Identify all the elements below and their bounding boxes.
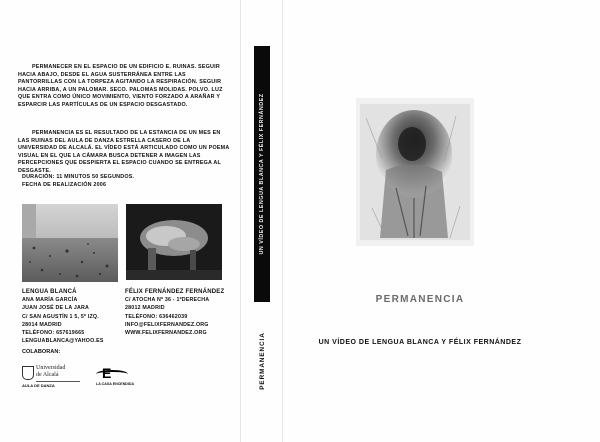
- contact-line: TELÉFONO: 636462039: [125, 313, 188, 320]
- la-casa-encendida-logo: [96, 365, 135, 390]
- shield-icon: [22, 366, 34, 380]
- contact-line: INFO@FELIXFERNANDEZ.ORG: [125, 321, 209, 328]
- still-photo-floor: [22, 204, 118, 282]
- fold-line-left: [240, 0, 241, 442]
- logo-subtitle: AULA DE DANZA: [22, 383, 55, 388]
- logo-subtitle: LA CASA ENCENDIDA: [96, 382, 135, 386]
- project-paragraph: PERMANENCIA ES EL RESULTADO DE LA ESTANCIA DE UN MES EN LAS RUINAS DEL AULA DE DANZA ESTRELLA CASERO DE LA UNIVERSIDAD DE ALCALÁ. EL VÍDEO ESTÁ ARTICULADO COMO UN POEMA VISUAL EN EL QUE LA CÁMARA BUSCA DETENER A IMAGEN LAS PERCEPCIONES QUE DESPIERTA EL ESPACIO CUANDO SE ENTREGA AL DESGASTE.: [18, 130, 230, 174]
- contact-name: FÉLIX FERNÁNDEZ FERNÁNDEZ: [125, 289, 225, 295]
- logo-rule: [36, 381, 80, 382]
- fold-line-right: [282, 0, 283, 442]
- production-date-text: FECHA DE REALIZACIÓN 2006: [22, 182, 107, 188]
- cover-subtitle: UN VÍDEO DE LENGUA BLANCA Y FÉLIX FERNÁNDEZ: [318, 339, 522, 346]
- spine-title: PERMANENCIA: [259, 332, 266, 390]
- still-photo-water: [126, 204, 222, 280]
- contact-line: JUAN JOSÉ DE LA JARA: [22, 305, 90, 312]
- contact-line: 28014 MADRID: [22, 321, 62, 328]
- cover-title: PERMANENCIA: [375, 294, 465, 305]
- spine: [254, 46, 270, 420]
- contact-line: TELÉFONO: 657619665: [22, 330, 85, 337]
- duration-text: DURACIÓN: 11 MINUTOS 50 SEGUNDOS.: [22, 174, 135, 180]
- synopsis-paragraph: PERMANECER EN EL ESPACIO DE UN EDIFICIO E. RUINAS. SEGUIR HACIA ABAJO, DESDE EL AGUA SUSTERRÁNEA ENTRE LAS PANTORRILLAS CON LA TORPEZA AGITANDO LA RESPIRACIÓN. SEGUIR HACIA ARRIBA, A UN PALOMAR. SECO. PALOMAS MOLIDAS. POLVO. LUZ QUE ENTRA COMO ÚNICO MOVIMIENTO, VIENTO FORZADO A ARAÑAR Y ESPARCIR LAS PARTÍCULAS DE UN ESPACIO DESGASTADO.: [18, 64, 223, 108]
- logo-mark: E: [102, 365, 112, 381]
- contact-line: C/ SAN AGUSTÍN 1 5, 5º IZQ.: [22, 313, 99, 320]
- contact-line: 28012 MADRID: [125, 305, 165, 312]
- spine-subtitle: UN VÍDEO DE LENGUA BLANCA Y FÉLIX FERNÁNDEZ: [259, 93, 265, 255]
- contact-lengua-blanca: [22, 288, 122, 345]
- swoosh-icon: [96, 370, 128, 378]
- contact-line: LENGUABLANCA@YAHOO.ES: [22, 338, 104, 345]
- universidad-alcala-logo: [22, 364, 80, 390]
- contact-name: LENGUA BLANCÁ: [22, 289, 77, 295]
- contact-line: WWW.FELIXFERNANDEZ.ORG: [125, 330, 207, 337]
- contact-line: C/ ATOCHA Nº 36 - 1ºDERECHA: [125, 297, 210, 304]
- collaborators-label: COLABORAN:: [22, 349, 61, 355]
- contact-line: ANA MARÍA GARCÍA: [22, 297, 78, 304]
- contact-felix-fernandez: [125, 288, 230, 337]
- cover-photo-figure: [356, 98, 474, 246]
- logo-wordmark: Universidad de Alcalá: [36, 365, 66, 378]
